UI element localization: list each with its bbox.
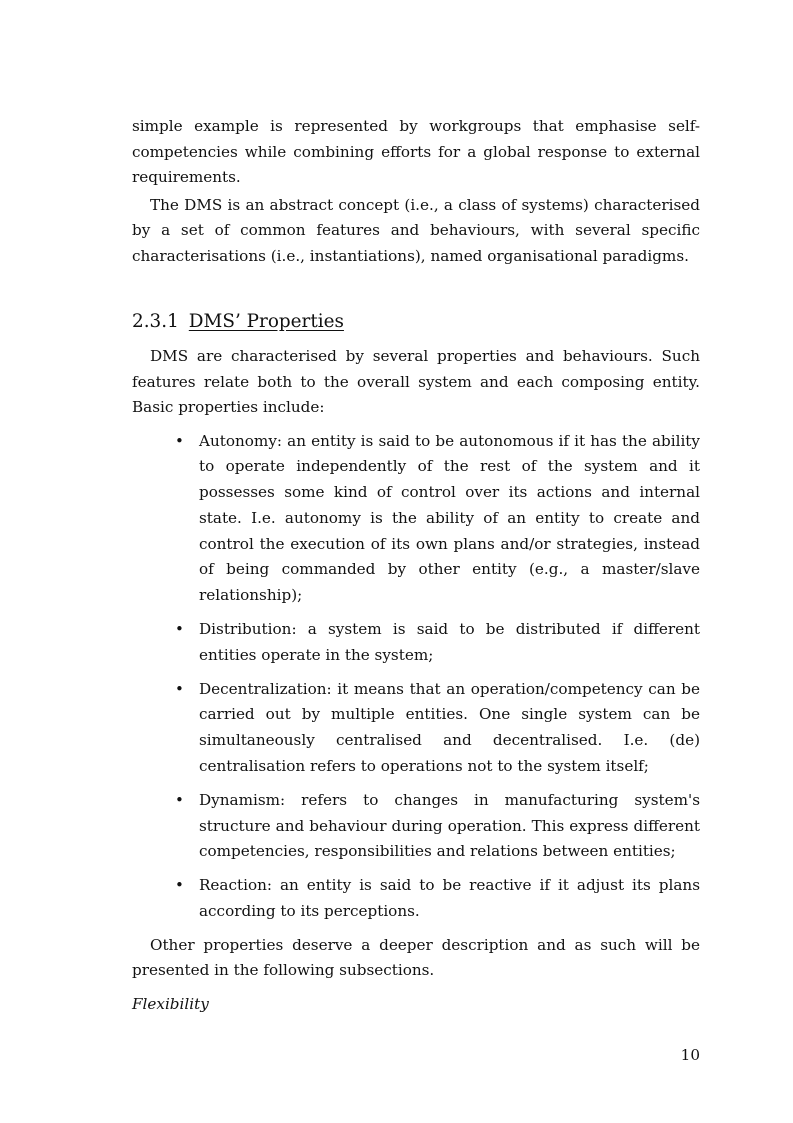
list-item-distribution [175,617,700,669]
page-body [132,114,700,1017]
paragraph-other-properties: Other properties deserve a deeper description and as such will be presented in the following subsections. [132,935,700,980]
list-item-dynamism [175,788,700,865]
list-item-text: Autonomy: an entity is said to be autonomous if it has the ability to operate independently of the rest of the system and it possesses some kind of control over its actions and internal state. I.e. autonomy is the ability of an entity to create and control the execution of its own plans and/or strategies, instead of being commanded by other entity (e.g., a master/slave relationship); [199,431,700,605]
bullet-icon: • [175,431,184,450]
bullet-icon: • [175,620,184,639]
list-item-text: Reaction: an entity is said to be reactive if it adjust its plans according to its perceptions. [199,876,700,921]
properties-list [132,429,700,925]
page-number: 10 [680,1046,700,1064]
paragraph-dms-concept: The DMS is an abstract concept (i.e., a class of systems) characterised by a set of common features and behaviours, with several specific characterisations (i.e., instantiations), named organisational paradigms. [132,195,700,265]
bullet-icon: • [175,876,184,895]
list-item-autonomy [175,429,700,610]
paragraph-properties-intro: DMS are characterised by several properties and behaviours. Such features relate both to the overall system and each composing entity. Basic properties include: [132,347,700,416]
list-item-text: Distribution: a system is said to be distributed if different entities operate in the system; [199,620,700,664]
list-item-decentralization [175,677,700,780]
list-item-reaction [175,873,700,925]
section-heading [132,309,700,335]
bullet-icon: • [175,790,184,809]
bullet-icon: • [175,679,184,698]
subsection-heading: Flexibility [132,994,209,1013]
list-item-text: Decentralization: it means that an operation/competency can be carried out by multiple entities. One single system can be simultaneously centralised and decentralised. I.e. (de) centralisation refers to operations not to the system itself; [199,679,700,776]
section-title: DMS’ Properties [188,311,344,332]
paragraph-intro-continuation: simple example is represented by workgroups that emphasise self-competencies while combining efforts for a global response to external requirements. [132,117,700,186]
list-item-text: Dynamism: refers to changes in manufacturing system's structure and behaviour during operation. This express different competencies, responsibilities and relations between entities; [199,790,700,861]
section-number: 2.3.1 [132,311,179,332]
